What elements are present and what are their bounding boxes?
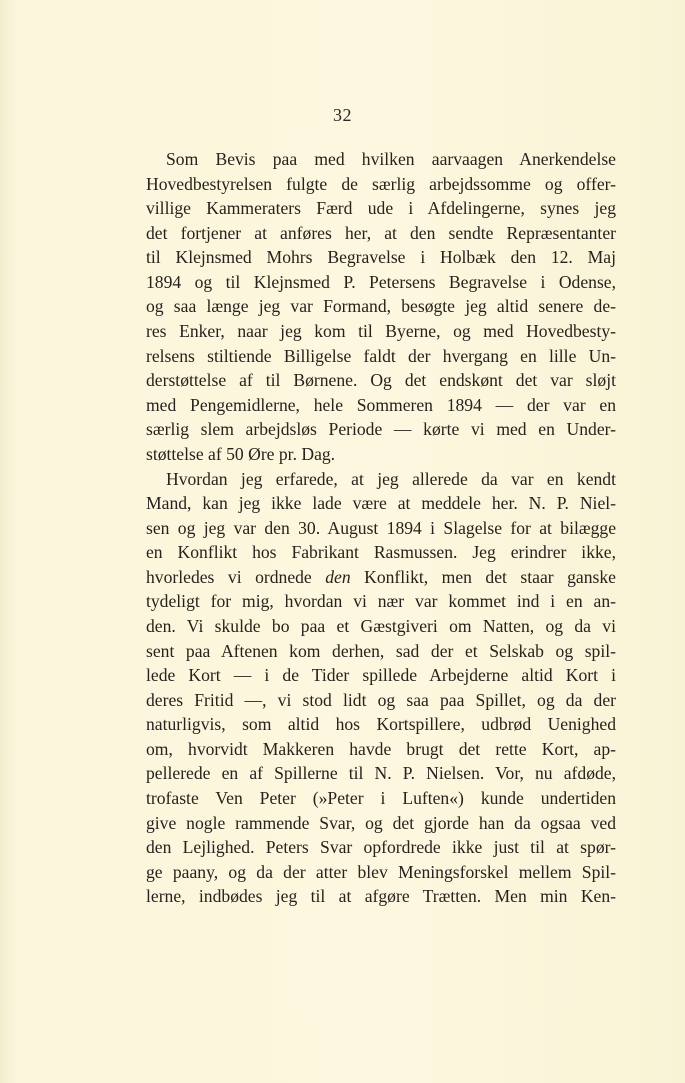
emphasized-word: den xyxy=(325,566,351,587)
text-line: res Enker, naar jeg kom til Byerne, og med Hovedbesty- xyxy=(146,321,616,342)
text-line: pellerede en af Spillerne til N. P. Nielsen. Vor, nu afdøde, xyxy=(146,763,616,784)
page-number: 32 xyxy=(333,105,352,125)
text-line: trofaste Ven Peter (»Peter i Luften«) kunde undertiden xyxy=(146,788,616,809)
text-line: tydeligt for mig, hvordan vi nær var kommet ind i en an- xyxy=(146,591,616,612)
text-line: give nogle rammende Svar, og det gjorde han da ogsaa ved xyxy=(146,812,616,833)
text-line: Som Bevis paa med hvilken aarvaagen Anerkendelse xyxy=(166,149,616,169)
text-line: Mand, kan jeg ikke lade være at meddele her. N. P. Niel- xyxy=(146,493,616,514)
text-line: den Lejlighed. Peters Svar opfordrede ikke just til at spør- xyxy=(146,837,616,858)
text-line: sen og jeg var den 30. August 1894 i Slagelse for at bilægge xyxy=(146,517,616,538)
text-line: 1894 og til Klejnsmed P. Petersens Begravelse i Odense, xyxy=(146,271,616,292)
text-line: om, hvorvidt Makkeren havde brugt det rette Kort, ap- xyxy=(146,738,616,759)
text-line-start: hvorledes vi ordnede xyxy=(146,566,326,587)
text-line: lede Kort — i de Tider spillede Arbejderne altid Kort i xyxy=(146,665,616,686)
text-line: Hovedbestyrelsen fulgte de særlig arbejdssomme og offer- xyxy=(146,173,616,194)
text-line: naturligvis, som altid hos Kortspillere, udbrød Uenighed xyxy=(146,714,616,735)
text-line: til Klejnsmed Mohrs Begravelse i Holbæk den 12. Maj xyxy=(146,247,616,268)
text-line-end: Konflikt, men det staar ganske xyxy=(350,566,616,587)
text-line: den. Vi skulde bo paa et Gæstgiveri om Natten, og da vi xyxy=(146,615,616,636)
text-line: det fortjener at anføres her, at den sendte Repræsentanter xyxy=(146,222,616,243)
body-text xyxy=(146,147,616,909)
text-line: særlig slem arbejdsløs Periode — kørte vi med en Under- xyxy=(146,419,616,440)
paragraph xyxy=(146,147,616,467)
text-line: lerne, indbødes jeg til at afgøre Trætten. Men min Ken- xyxy=(146,886,616,907)
text-line: med Pengemidlerne, hele Sommeren 1894 — der var en xyxy=(146,394,616,415)
text-line: villige Kammeraters Færd ude i Afdelingerne, synes jeg xyxy=(146,198,616,219)
text-line xyxy=(146,565,616,590)
text-line: relsens stiltiende Billigelse faldt der hvergang en lille Un- xyxy=(146,345,616,366)
text-line: Hvordan jeg erfarede, at jeg allerede da var en kendt xyxy=(166,468,616,489)
text-line: og saa længe jeg var Formand, besøgte jeg altid senere de- xyxy=(146,296,616,317)
text-line: deres Fritid —, vi stod lidt og saa paa Spillet, og da der xyxy=(146,689,616,710)
text-line: derstøttelse af til Børnene. Og det endskønt det var sløjt xyxy=(146,370,616,391)
text-line: sent paa Aftenen kom derhen, sad der et Selskab og spil- xyxy=(146,640,616,661)
paragraph xyxy=(146,467,616,909)
text-line: ge paany, og da der atter blev Meningsforskel mellem Spil- xyxy=(146,861,616,882)
text-line: en Konflikt hos Fabrikant Rasmussen. Jeg erindrer ikke, xyxy=(146,542,616,563)
text-line: støttelse af 50 Øre pr. Dag. xyxy=(146,443,336,464)
